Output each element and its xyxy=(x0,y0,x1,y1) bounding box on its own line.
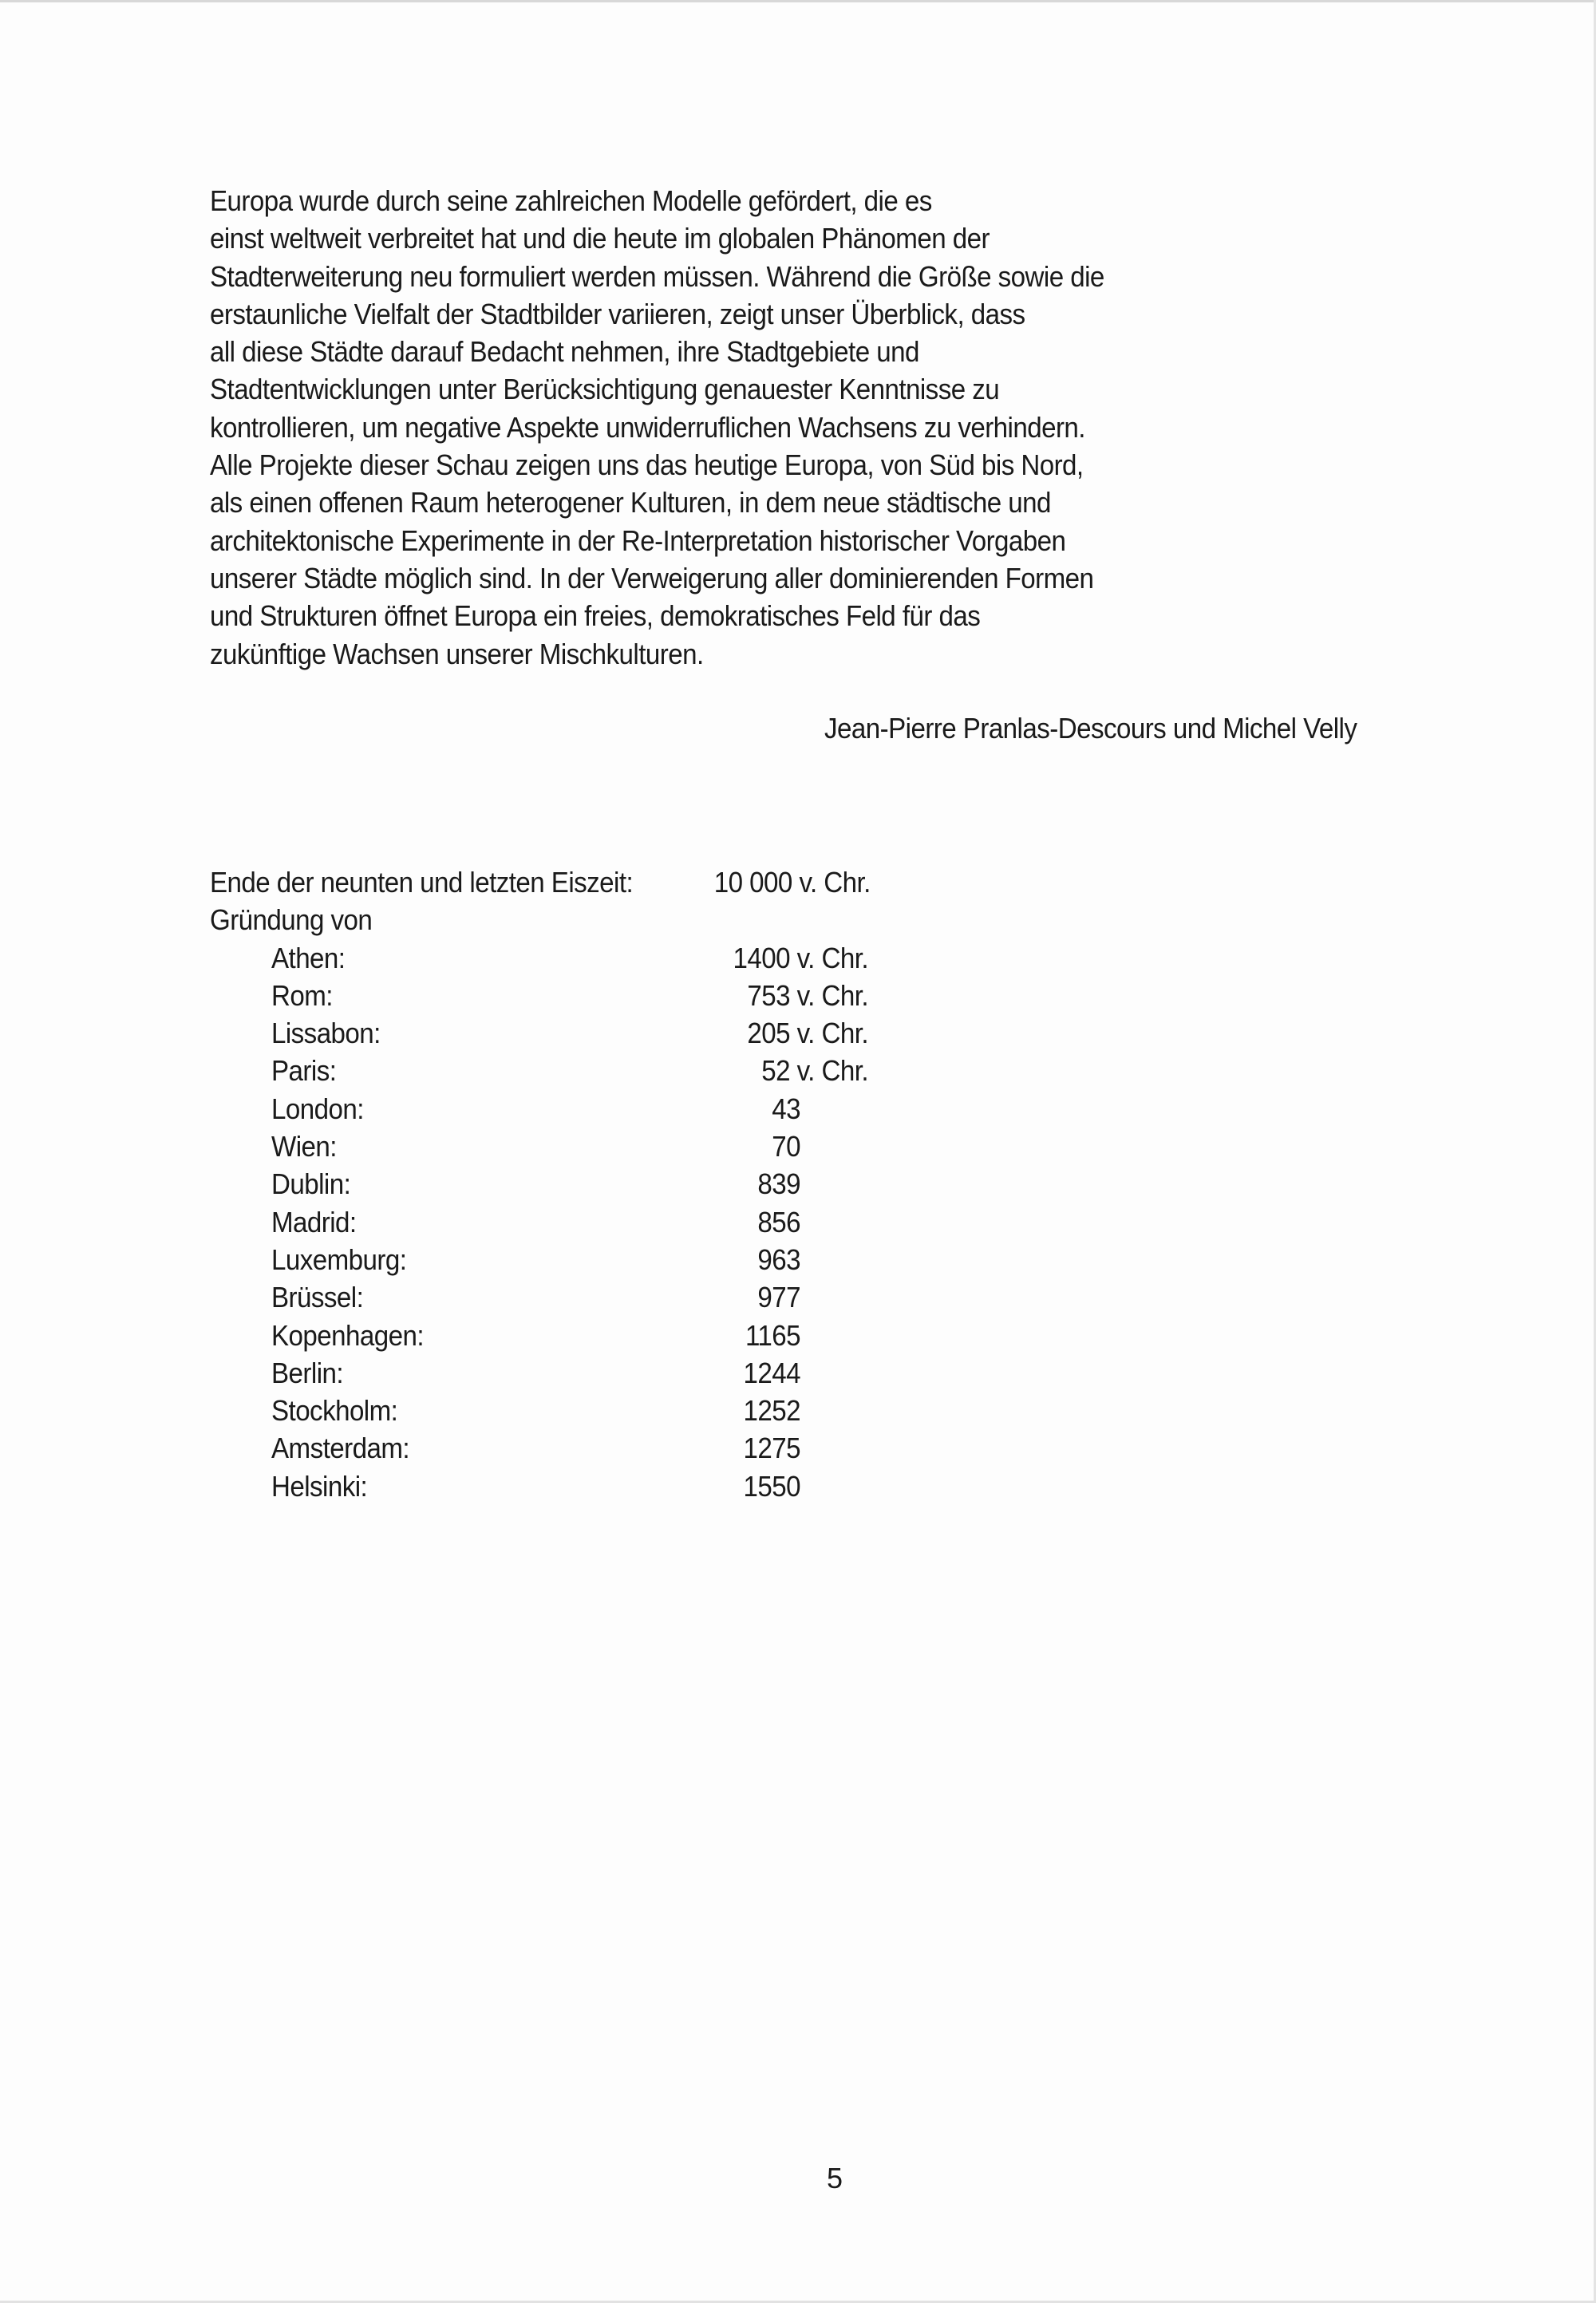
city-row xyxy=(210,1468,1008,1505)
city-founding-year: 1275 xyxy=(743,1432,800,1465)
city-founding-year: 963 xyxy=(757,1242,800,1276)
city-founding-year: 977 xyxy=(757,1281,800,1314)
city-row xyxy=(210,1429,1008,1467)
paragraph-line: einst weltweit verbreitet hat und die heute im globalen Phänomen der xyxy=(210,222,990,255)
scan-edge-top xyxy=(0,0,1596,2)
city-name: Kopenhagen: xyxy=(271,1318,425,1352)
author-signature: Jean-Pierre Pranlas-Descours und Michel Velly xyxy=(824,712,1357,745)
page-number: 5 xyxy=(826,2162,843,2194)
city-founding-year: 753 v. Chr. xyxy=(747,978,868,1012)
paragraph-line: all diese Städte darauf Bedacht nehmen, ihre Stadtgebiete und xyxy=(210,335,919,369)
paragraph-line: als einen offenen Raum heterogener Kulturen, in dem neue städtische und xyxy=(210,486,1051,519)
paragraph-line: Stadterweiterung neu formuliert werden müssen. Während die Größe sowie die xyxy=(210,259,1104,293)
city-row xyxy=(210,939,1008,977)
founding-timeline xyxy=(210,863,1008,1505)
paragraph-line: unserer Städte möglich sind. In der Verweigerung aller dominierenden Formen xyxy=(210,561,1094,595)
city-row xyxy=(210,1241,1008,1278)
city-founding-year: 1252 xyxy=(743,1394,800,1428)
ice-age-value: 10 000 v. Chr. xyxy=(713,866,871,899)
city-founding-year: 205 v. Chr. xyxy=(747,1017,868,1050)
city-list xyxy=(210,939,1008,1505)
city-founding-year: 43 xyxy=(772,1092,800,1125)
intro-paragraph xyxy=(210,182,1311,673)
city-founding-year: 1165 xyxy=(745,1318,800,1352)
city-name: Lissabon: xyxy=(271,1017,381,1050)
city-founding-year: 1400 v. Chr. xyxy=(733,941,868,974)
paragraph-line: und Strukturen öffnet Europa ein freies, demokratisches Feld für das xyxy=(210,599,981,633)
city-row xyxy=(210,1165,1008,1203)
city-founding-year: 856 xyxy=(757,1205,800,1238)
city-name: Stockholm: xyxy=(271,1394,398,1428)
city-name: Paris: xyxy=(271,1054,337,1088)
founding-heading: Gründung von xyxy=(210,903,373,937)
city-founding-year: 839 xyxy=(757,1167,800,1201)
city-name: Amsterdam: xyxy=(271,1432,410,1465)
city-founding-year: 52 v. Chr. xyxy=(761,1054,868,1088)
ice-age-row xyxy=(210,863,1008,901)
city-row xyxy=(210,1278,1008,1316)
city-name: Wien: xyxy=(271,1130,337,1163)
city-name: Dublin: xyxy=(271,1167,351,1201)
city-name: London: xyxy=(271,1092,364,1125)
paragraph-line: Alle Projekte dieser Schau zeigen uns das heutige Europa, von Süd bis Nord, xyxy=(210,448,1084,482)
city-row xyxy=(210,1090,1008,1128)
city-founding-year: 70 xyxy=(772,1130,800,1163)
paragraph-line: erstaunliche Vielfalt der Stadtbilder variieren, zeigt unser Überblick, dass xyxy=(210,297,1025,330)
city-founding-year: 1244 xyxy=(743,1356,800,1389)
city-name: Brüssel: xyxy=(271,1281,364,1314)
city-row xyxy=(210,1203,1008,1241)
city-name: Helsinki: xyxy=(271,1469,368,1503)
paragraph-line: zukünftige Wachsen unserer Mischkulturen. xyxy=(210,637,704,670)
city-row xyxy=(210,1052,1008,1089)
city-row xyxy=(210,1317,1008,1354)
paragraph-line: kontrollieren, um negative Aspekte unwiderruflichen Wachsens zu verhindern. xyxy=(210,410,1085,444)
paragraph-line: architektonische Experimente in der Re-Interpretation historischer Vorgaben xyxy=(210,523,1066,557)
city-name: Rom: xyxy=(271,978,333,1012)
city-name: Athen: xyxy=(271,941,346,974)
paragraph-line: Europa wurde durch seine zahlreichen Modelle gefördert, die es xyxy=(210,184,932,217)
ice-age-label: Ende der neunten und letzten Eiszeit: xyxy=(210,866,634,899)
city-name: Berlin: xyxy=(271,1356,344,1389)
city-row xyxy=(210,1354,1008,1392)
city-row xyxy=(210,1014,1008,1052)
founding-heading-row xyxy=(210,901,1008,938)
city-name: Madrid: xyxy=(271,1205,357,1238)
city-founding-year: 1550 xyxy=(743,1469,800,1503)
city-row xyxy=(210,1128,1008,1165)
paragraph-line: Stadtentwicklungen unter Berücksichtigung genauester Kenntnisse zu xyxy=(210,373,1000,406)
city-row xyxy=(210,1392,1008,1429)
city-row xyxy=(210,977,1008,1014)
city-name: Luxemburg: xyxy=(271,1242,407,1276)
